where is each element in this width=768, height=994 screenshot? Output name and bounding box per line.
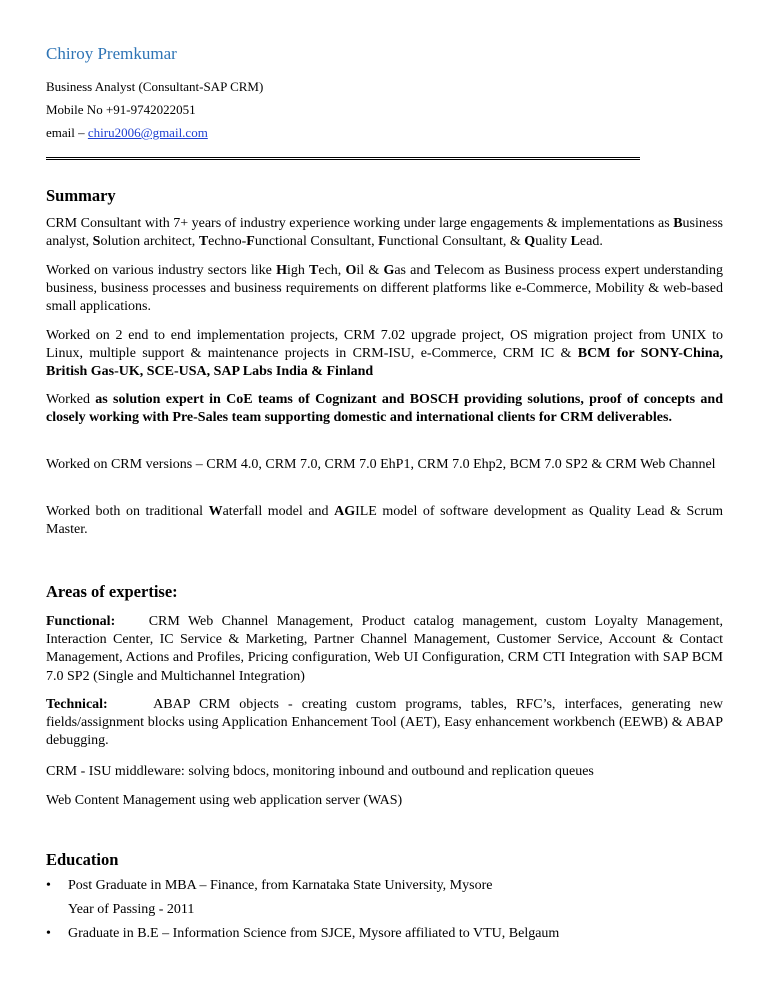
candidate-name: Chiroy Premkumar <box>46 44 177 63</box>
mobile-number: Mobile No +91-9742022051 <box>46 102 196 117</box>
isu-middleware-line: CRM - ISU middleware: solving bdocs, monitoring inbound and outbound and replication queues <box>46 764 594 779</box>
summary-heading: Summary <box>46 186 116 205</box>
bullet-icon: • <box>46 878 51 893</box>
summary-paragraph-4: Worked as solution expert in CoE teams of Cognizant and BOSCH providing solutions, proof of concepts and closely working with Pre-Sales team supporting domestic and international clients for CRM deliverables. <box>46 392 723 426</box>
email-link[interactable]: chiru2006@gmail.com <box>87 125 208 140</box>
functional-label: Functional: <box>46 614 116 629</box>
expertise-heading: Areas of expertise: <box>46 582 178 601</box>
job-title: Business Analyst (Consultant-SAP CRM) <box>46 79 264 94</box>
summary-paragraph-6: Worked both on traditional Waterfall model and AGILE model of software development as Quality Lead & Scrum Master. <box>46 504 723 538</box>
education-item-1-text: Post Graduate in MBA – Finance, from Karnataka State University, Mysore <box>68 878 493 893</box>
summary-paragraph-3: Worked on 2 end to end implementation projects, CRM 7.02 upgrade project, OS migration project from UNIX to Linux, multiple support & maintenance projects in CRM-ISU, e-Commerce, CRM IC & BCM for SONY-China, British Gas-UK, SCE-USA, SAP Labs India & Finland <box>46 328 723 380</box>
education-item-2-text: Graduate in B.E – Information Science from SJCE, Mysore affiliated to VTU, Belgaum <box>68 926 560 941</box>
technical-label: Technical: <box>46 697 108 712</box>
summary-paragraph-2: Worked on various industry sectors like High Tech, Oil & Gas and Telecom as Business process expert understanding business, business processes and business requirements on different platforms like e-Commerce, Mobility & web-based small applications. <box>46 263 723 315</box>
email-label: email – <box>46 125 88 140</box>
email-line <box>46 125 208 141</box>
header-divider <box>46 157 640 160</box>
summary-paragraph-1: CRM Consultant with 7+ years of industry experience working under large engagements & implementations as Business analyst, Solution architect, Techno-Functional Consultant, Functional Consultant, & Quality Lead. <box>46 216 723 250</box>
functional-paragraph: Functional: CRM Web Channel Management, Product catalog management, custom Loyalty Management, Interaction Center, IC Service & Marketing, Partner Channel Management, Customer Service, Account & Contact Management, Actions and Profiles, Pricing configuration, Web UI Configuration, CRM CTI Integration with SAP BCM 7.0 SP2 (Single and Multichannel Integration) <box>46 614 724 684</box>
bullet-icon: • <box>46 926 51 941</box>
education-item-1-year: Year of Passing - 2011 <box>68 902 195 917</box>
education-heading: Education <box>46 850 119 869</box>
web-content-management-line: Web Content Management using web application server (WAS) <box>46 793 403 808</box>
technical-paragraph: Technical: ABAP CRM objects - creating custom programs, tables, RFC’s, interfaces, generating new fields/assignment blocks using Application Enhancement Tool (AET), Easy enhancement workbench (EEWB) & ABAP debugging. <box>46 697 724 749</box>
summary-paragraph-5: Worked on CRM versions – CRM 4.0, CRM 7.0, CRM 7.0 EhP1, CRM 7.0 Ehp2, BCM 7.0 SP2 & CRM Web Channel <box>46 457 716 472</box>
